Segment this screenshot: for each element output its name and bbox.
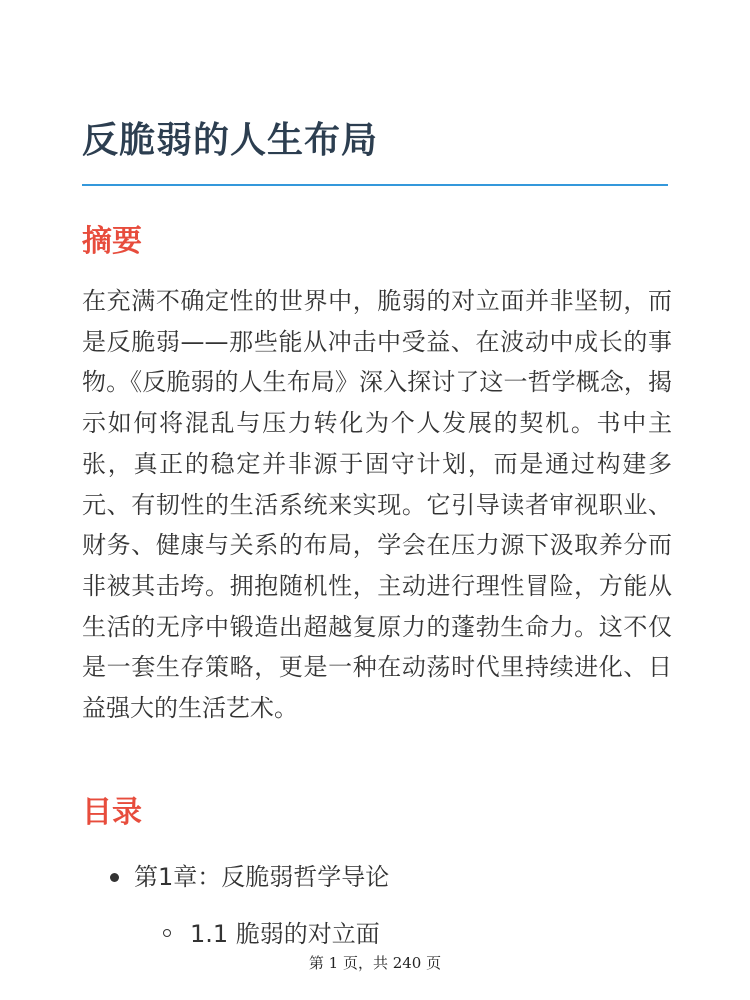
abstract-heading: 摘要 <box>82 224 142 259</box>
document-title: 反脆弱的人生布局 <box>82 120 379 161</box>
toc-heading: 目录 <box>82 795 142 830</box>
toc-item-chapter-1[interactable]: 第1章：反脆弱哲学导论 <box>134 863 390 891</box>
title-divider <box>82 184 668 186</box>
bullet-disc-icon <box>110 873 119 882</box>
bullet-circle-icon <box>163 929 171 937</box>
page-number-footer: 第 1 页，共 240 页 <box>308 954 442 972</box>
abstract-paragraph: 在充满不确定性的世界中，脆弱的对立面并非坚韧，而是反脆弱——那些能从冲击中受益、在波动中成长的事物。《反脆弱的人生布局》深入探讨了这一哲学概念，揭示如何将混乱与压力转化为个人发展的契机。书中主张，真正的稳定并非源于固守计划，而是通过构建多元、有韧性的生活系统来实现。它引导读者审视职业、财务、健康与关系的布局，学会在压力源下汲取养分而非被其击垮。拥抱随机性，主动进行理性冒险，方能从生活的无序中锻造出超越复原力的蓬勃生命力。这不仅是一套生存策略，更是一种在动荡时代里持续进化、日益强大的生活艺术。 <box>82 287 672 723</box>
toc-item-section-1-1[interactable]: 1.1 脆弱的对立面 <box>190 920 380 948</box>
